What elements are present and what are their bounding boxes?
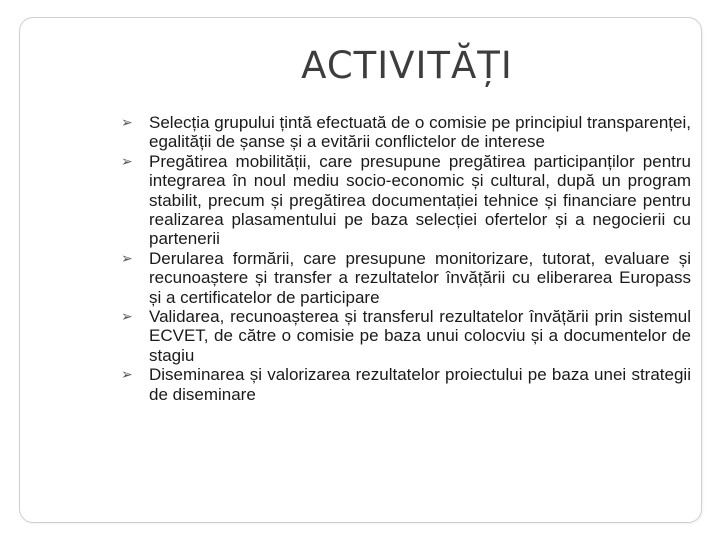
bullet-text: Selecția grupului țintă efectuată de o comisie pe principiul transparenței, egalității de șanse și a evitării conflictelor de interese	[149, 113, 691, 152]
arrow-bullet-icon: ➢	[121, 308, 133, 325]
arrow-bullet-icon: ➢	[121, 152, 133, 169]
bullet-text: Validarea, recunoașterea și transferul rezultatelor învățării prin sistemul ECVET, de către o comisie pe baza unui colocviu și a documentelor de stagiu	[149, 307, 691, 365]
arrow-bullet-icon: ➢	[121, 366, 133, 383]
bullet-text: Pregătirea mobilității, care presupune pregătirea participanților pentru integrarea în noul mediu socio-economic și cultural, după un program stabilit, precum și pregătirea documentației tehnice și financiare pentru realizarea plasamentului pe baza selecției ofertelor și a negocierii cu partenerii	[149, 151, 691, 249]
arrow-bullet-icon: ➢	[121, 114, 133, 130]
activities-list	[121, 113, 691, 404]
list-item	[121, 152, 691, 249]
list-item	[121, 307, 691, 365]
list-item	[121, 113, 691, 152]
slide-title: ACTIVITĂȚI	[301, 44, 513, 87]
arrow-bullet-icon: ➢	[121, 249, 133, 266]
bullet-text: Diseminarea și valorizarea rezultatelor proiectului pe baza unei strategii de diseminare	[149, 365, 691, 404]
bullet-text: Derularea formării, care presupune monitorizare, tutorat, evaluare și recunoaștere și transfer a rezultatelor învățării cu eliberarea Europass și a certificatelor de participare	[149, 248, 691, 307]
list-item	[121, 249, 691, 307]
list-item	[121, 365, 691, 404]
